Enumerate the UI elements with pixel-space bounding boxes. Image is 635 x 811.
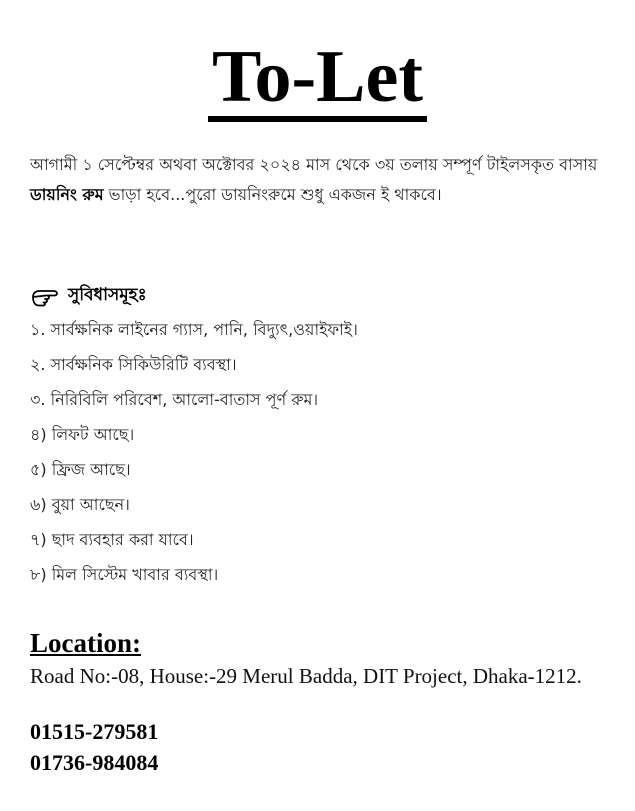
list-item: ৮) মিল সিস্টেম খাবার ব্যবস্থা। (30, 565, 219, 584)
page-title: To-Let (208, 40, 427, 122)
facilities-list (30, 316, 358, 596)
list-item: ১. সার্বক্ষনিক লাইনের গ্যাস, পানি, বিদ্যুৎ,ওয়াইফাই। (30, 320, 358, 339)
intro-paragraph (30, 150, 610, 210)
list-item: ৭) ছাদ ব্যবহার করা যাবে। (30, 530, 194, 549)
facilities-heading (30, 282, 147, 310)
list-item: ৩. নিরিবিলি পরিবেশ, আলো-বাতাস পূর্ণ রুম। (30, 390, 319, 409)
location-heading: Location: (30, 628, 141, 658)
list-item: ৪) লিফট আছে। (30, 425, 135, 444)
list-item: ৬) বুয়া আছেন। (30, 495, 130, 514)
list-item: ২. সার্বক্ষনিক সিকিউরিটি ব্যবস্থা। (30, 355, 237, 374)
title-block (0, 36, 635, 122)
facilities-heading-label: সুবিধাসমূহঃ (68, 285, 147, 305)
intro-highlight: ডায়নিং রুম (30, 185, 104, 204)
intro-text-start: আগামী ১ সেপ্টেম্বর অথবা অক্টোবর ২০২৪ মাস থেকে ৩য় তলায় সম্পূর্ণ টাইলসকৃত বাসায় (30, 155, 598, 174)
list-item: ৫) ফ্রিজ আছে। (30, 460, 131, 479)
address-text: Road No:-08, House:-29 Merul Badda, DIT Project, Dhaka-1212. (30, 664, 582, 688)
pointing-hand-icon (30, 285, 60, 307)
intro-text-end: ভাড়া হবে...পুরো ডায়নিংরুমে শুধু একজন ই থাকবে। (103, 185, 442, 204)
phone-number-2: 01736-984084 (30, 750, 159, 775)
phone-number-1: 01515-279581 (30, 719, 159, 744)
